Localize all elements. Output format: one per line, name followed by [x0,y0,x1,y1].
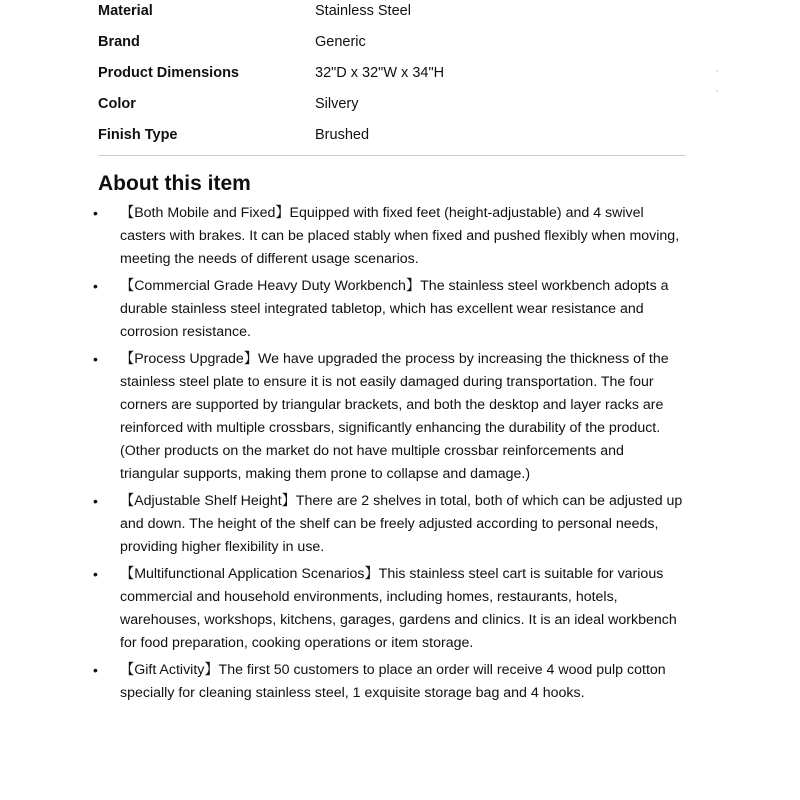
feature-bullet-text: 【Commercial Grade Heavy Duty Workbench】The stainless steel workbench adopts a durable stainless steel integrated tabletop, which has excellent wear resistance and corrosion resistance. [120,278,669,340]
product-specs-table [98,0,686,155]
about-this-item-heading: About this item [98,172,251,195]
spec-value: Generic [315,34,366,50]
feature-bullet [93,563,686,655]
spec-row-brand [98,31,686,62]
feature-bullet [93,275,686,344]
feature-bullet-text: 【Multifunctional Application Scenarios】This stainless steel cart is suitable for various commercial and household environments, including homes, restaurants, hotels, warehouses, workshops, kitchens, garages, gardens and clinics. It is an ideal workbench for food preparation, cooking operations or item storage. [120,566,677,651]
faint-mark [716,70,718,72]
spec-row-finish-type [98,124,686,155]
bullet-dot-icon: • [93,662,98,678]
bullet-dot-icon: • [93,351,98,367]
spec-label: Material [98,3,153,19]
bullet-dot-icon: • [93,566,98,582]
spec-row-material [98,0,686,31]
feature-bullet-text: 【Gift Activity】The first 50 customers to place an order will receive 4 wood pulp cotton specially for cleaning stainless steel, 1 exquisite storage bag and 4 hooks. [120,662,666,701]
spec-label: Product Dimensions [98,65,239,81]
spec-row-color [98,93,686,124]
feature-bullet-text: 【Adjustable Shelf Height】There are 2 shelves in total, both of which can be adjusted up and down. The height of the shelf can be freely adjusted according to personal needs, providing higher flexibility in use. [120,493,683,555]
bullet-dot-icon: • [93,493,98,509]
spec-value: Stainless Steel [315,3,411,19]
spec-label: Brand [98,34,140,50]
spec-value: Brushed [315,127,370,143]
about-bullet-list [93,202,686,705]
spec-label: Finish Type [98,127,178,143]
spec-value: Silvery [315,96,359,112]
feature-bullet [93,348,686,486]
feature-bullet-text: 【Both Mobile and Fixed】Equipped with fixed feet (height-adjustable) and 4 swivel casters with brakes. It can be placed stably when fixed and pushed flexibly when moving, meeting the needs of different usage scenarios. [120,205,680,267]
faint-mark [716,90,718,92]
bullet-dot-icon: • [93,205,98,221]
spec-row-dimensions [98,62,686,93]
bullet-dot-icon: • [93,278,98,294]
feature-bullet [93,490,686,559]
product-details-section [93,0,686,709]
spec-value: 32"D x 32"W x 34"H [315,65,445,81]
spec-label: Color [98,96,136,112]
feature-bullet [93,202,686,271]
feature-bullet [93,659,686,705]
section-divider [98,155,686,156]
feature-bullet-text: 【Process Upgrade】We have upgraded the process by increasing the thickness of the stainless steel plate to ensure it is not easily damaged during transportation. The four corners are supported by triangular brackets, and both the desktop and layer racks are reinforced with multiple crossbars, significantly enhancing the durability of the product. (Other products on the market do not have multiple crossbar reinforcements and triangular supports, making them prone to collapse and damage.) [120,351,669,482]
